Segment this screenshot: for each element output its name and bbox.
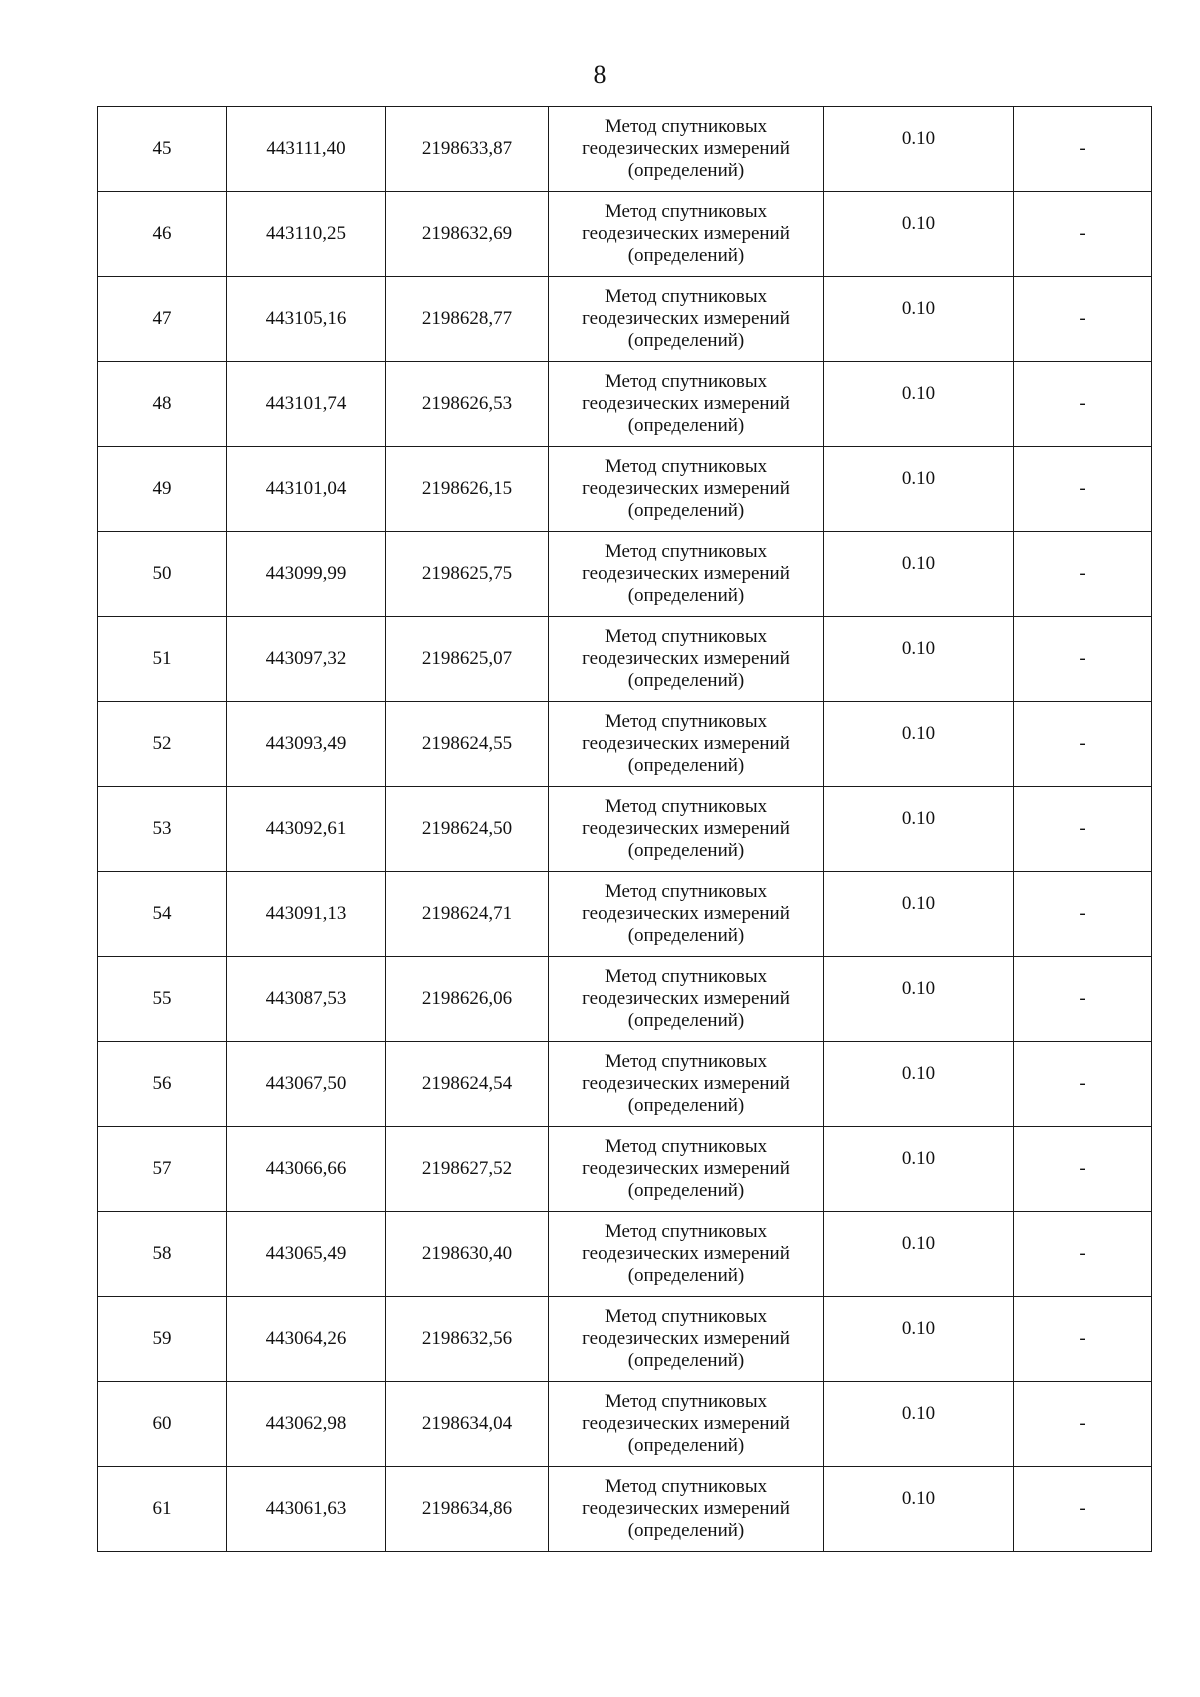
x-coordinate-text: 443067,50 <box>265 1073 347 1094</box>
x-coordinate-cell <box>227 362 386 447</box>
x-coordinate-text: 443061,63 <box>265 1498 347 1519</box>
accuracy-cell <box>824 957 1014 1042</box>
method-text: Метод спутниковых геодезических измерений (определений) <box>582 541 790 606</box>
y-coordinate-text: 2198626,53 <box>421 393 513 414</box>
table-row <box>98 617 1152 702</box>
point-number-cell <box>98 872 227 957</box>
y-coordinate-text: 2198626,15 <box>421 478 513 499</box>
y-coordinate-text: 2198624,55 <box>421 733 513 754</box>
point-number-text: 59 <box>152 1328 172 1349</box>
accuracy-text: 0.10 <box>901 893 936 914</box>
accuracy-cell <box>824 617 1014 702</box>
x-coordinate-cell <box>227 447 386 532</box>
point-number-cell <box>98 787 227 872</box>
table-row <box>98 447 1152 532</box>
point-number-cell <box>98 362 227 447</box>
description-text: - <box>1079 1243 1086 1264</box>
accuracy-text: 0.10 <box>901 383 936 404</box>
accuracy-text: 0.10 <box>901 1063 936 1084</box>
y-coordinate-text: 2198634,86 <box>421 1498 513 1519</box>
x-coordinate-text: 443110,25 <box>265 223 347 244</box>
accuracy-cell <box>824 277 1014 362</box>
method-text: Метод спутниковых геодезических измерений (определений) <box>582 881 790 946</box>
description-cell <box>1014 1127 1152 1212</box>
table-row <box>98 1467 1152 1552</box>
y-coordinate-cell <box>386 1212 549 1297</box>
y-coordinate-text: 2198632,56 <box>421 1328 513 1349</box>
accuracy-text: 0.10 <box>901 213 936 234</box>
description-cell <box>1014 1042 1152 1127</box>
table-row <box>98 1297 1152 1382</box>
table-row <box>98 702 1152 787</box>
x-coordinate-cell <box>227 1297 386 1382</box>
description-cell <box>1014 957 1152 1042</box>
method-text: Метод спутниковых геодезических измерений (определений) <box>582 1476 790 1541</box>
description-text: - <box>1079 988 1086 1009</box>
method-text: Метод спутниковых геодезических измерений (определений) <box>582 116 790 181</box>
point-number-cell <box>98 1467 227 1552</box>
method-cell <box>549 1382 824 1467</box>
method-text: Метод спутниковых геодезических измерений (определений) <box>582 1136 790 1201</box>
method-text: Метод спутниковых геодезических измерений (определений) <box>582 371 790 436</box>
point-number-cell <box>98 957 227 1042</box>
x-coordinate-text: 443092,61 <box>265 818 347 839</box>
description-text: - <box>1079 308 1086 329</box>
x-coordinate-text: 443091,13 <box>265 903 347 924</box>
point-number-text: 45 <box>152 138 172 159</box>
point-number-text: 55 <box>152 988 172 1009</box>
x-coordinate-cell <box>227 702 386 787</box>
point-number-text: 50 <box>152 563 172 584</box>
y-coordinate-cell <box>386 447 549 532</box>
accuracy-text: 0.10 <box>901 468 936 489</box>
page-number: 8 <box>593 60 607 89</box>
x-coordinate-text: 443101,74 <box>265 393 347 414</box>
description-cell <box>1014 702 1152 787</box>
point-number-text: 60 <box>152 1413 172 1434</box>
description-text: - <box>1079 1158 1086 1179</box>
point-number-cell <box>98 277 227 362</box>
x-coordinate-cell <box>227 1127 386 1212</box>
y-coordinate-text: 2198626,06 <box>421 988 513 1009</box>
table-row <box>98 872 1152 957</box>
description-text: - <box>1079 818 1086 839</box>
method-cell <box>549 1297 824 1382</box>
method-cell <box>549 532 824 617</box>
point-number-text: 52 <box>152 733 172 754</box>
accuracy-cell <box>824 1212 1014 1297</box>
y-coordinate-text: 2198628,77 <box>421 308 513 329</box>
x-coordinate-text: 443065,49 <box>265 1243 347 1264</box>
description-text: - <box>1079 733 1086 754</box>
method-text: Метод спутниковых геодезических измерений (определений) <box>582 1306 790 1371</box>
accuracy-text: 0.10 <box>901 978 936 999</box>
method-text: Метод спутниковых геодезических измерений (определений) <box>582 1051 790 1116</box>
method-text: Метод спутниковых геодезических измерений (определений) <box>582 796 790 861</box>
method-cell <box>549 617 824 702</box>
method-text: Метод спутниковых геодезических измерений (определений) <box>582 286 790 351</box>
method-cell <box>549 1467 824 1552</box>
point-number-cell <box>98 532 227 617</box>
point-number-cell <box>98 107 227 192</box>
description-cell <box>1014 1467 1152 1552</box>
method-cell <box>549 957 824 1042</box>
description-text: - <box>1079 138 1086 159</box>
x-coordinate-cell <box>227 532 386 617</box>
x-coordinate-text: 443097,32 <box>265 648 347 669</box>
x-coordinate-cell <box>227 617 386 702</box>
point-number-text: 61 <box>152 1498 172 1519</box>
method-text: Метод спутниковых геодезических измерений (определений) <box>582 626 790 691</box>
accuracy-cell <box>824 702 1014 787</box>
x-coordinate-text: 443111,40 <box>266 138 346 159</box>
description-cell <box>1014 1382 1152 1467</box>
x-coordinate-text: 443066,66 <box>265 1158 347 1179</box>
y-coordinate-text: 2198624,50 <box>421 818 513 839</box>
accuracy-cell <box>824 532 1014 617</box>
description-text: - <box>1079 648 1086 669</box>
y-coordinate-text: 2198627,52 <box>421 1158 513 1179</box>
description-cell <box>1014 447 1152 532</box>
method-cell <box>549 1127 824 1212</box>
method-text: Метод спутниковых геодезических измерений (определений) <box>582 201 790 266</box>
accuracy-cell <box>824 787 1014 872</box>
y-coordinate-cell <box>386 617 549 702</box>
y-coordinate-cell <box>386 1042 549 1127</box>
point-number-text: 54 <box>152 903 172 924</box>
y-coordinate-text: 2198633,87 <box>421 138 513 159</box>
y-coordinate-text: 2198624,71 <box>421 903 513 924</box>
y-coordinate-cell <box>386 107 549 192</box>
description-cell <box>1014 277 1152 362</box>
y-coordinate-cell <box>386 957 549 1042</box>
x-coordinate-cell <box>227 192 386 277</box>
description-cell <box>1014 107 1152 192</box>
description-text: - <box>1079 1328 1086 1349</box>
coordinates-table <box>97 106 1152 1552</box>
accuracy-text: 0.10 <box>901 1148 936 1169</box>
description-cell <box>1014 872 1152 957</box>
accuracy-text: 0.10 <box>901 298 936 319</box>
point-number-cell <box>98 702 227 787</box>
y-coordinate-text: 2198625,75 <box>421 563 513 584</box>
table-row <box>98 1212 1152 1297</box>
point-number-text: 46 <box>152 223 172 244</box>
x-coordinate-text: 443099,99 <box>265 563 347 584</box>
description-cell <box>1014 1212 1152 1297</box>
table-row <box>98 362 1152 447</box>
method-cell <box>549 872 824 957</box>
y-coordinate-cell <box>386 362 549 447</box>
point-number-text: 57 <box>152 1158 172 1179</box>
description-text: - <box>1079 1498 1086 1519</box>
point-number-cell <box>98 1127 227 1212</box>
accuracy-text: 0.10 <box>901 723 936 744</box>
table-row <box>98 277 1152 362</box>
x-coordinate-cell <box>227 1212 386 1297</box>
method-text: Метод спутниковых геодезических измерений (определений) <box>582 456 790 521</box>
x-coordinate-cell <box>227 1467 386 1552</box>
accuracy-cell <box>824 362 1014 447</box>
accuracy-cell <box>824 1382 1014 1467</box>
method-cell <box>549 787 824 872</box>
table-row <box>98 532 1152 617</box>
accuracy-text: 0.10 <box>901 1318 936 1339</box>
accuracy-cell <box>824 192 1014 277</box>
point-number-text: 48 <box>152 393 172 414</box>
x-coordinate-text: 443062,98 <box>265 1413 347 1434</box>
y-coordinate-text: 2198632,69 <box>421 223 513 244</box>
description-cell <box>1014 192 1152 277</box>
y-coordinate-cell <box>386 192 549 277</box>
point-number-text: 47 <box>152 308 172 329</box>
y-coordinate-cell <box>386 1382 549 1467</box>
accuracy-text: 0.10 <box>901 128 936 149</box>
y-coordinate-text: 2198624,54 <box>421 1073 513 1094</box>
table-row <box>98 1382 1152 1467</box>
x-coordinate-cell <box>227 957 386 1042</box>
accuracy-cell <box>824 1042 1014 1127</box>
x-coordinate-text: 443105,16 <box>265 308 347 329</box>
x-coordinate-cell <box>227 277 386 362</box>
x-coordinate-cell <box>227 107 386 192</box>
table-row <box>98 192 1152 277</box>
point-number-text: 51 <box>152 648 172 669</box>
description-text: - <box>1079 1413 1086 1434</box>
accuracy-text: 0.10 <box>901 638 936 659</box>
y-coordinate-text: 2198634,04 <box>421 1413 513 1434</box>
table-row <box>98 1042 1152 1127</box>
accuracy-cell <box>824 107 1014 192</box>
accuracy-text: 0.10 <box>901 1403 936 1424</box>
x-coordinate-cell <box>227 872 386 957</box>
point-number-cell <box>98 1297 227 1382</box>
accuracy-cell <box>824 447 1014 532</box>
method-cell <box>549 107 824 192</box>
description-text: - <box>1079 393 1086 414</box>
point-number-cell <box>98 447 227 532</box>
y-coordinate-cell <box>386 1127 549 1212</box>
x-coordinate-cell <box>227 1042 386 1127</box>
point-number-text: 56 <box>152 1073 172 1094</box>
method-cell <box>549 362 824 447</box>
accuracy-text: 0.10 <box>901 808 936 829</box>
method-cell <box>549 447 824 532</box>
method-cell <box>549 192 824 277</box>
point-number-cell <box>98 617 227 702</box>
method-text: Метод спутниковых геодезических измерений (определений) <box>582 1221 790 1286</box>
point-number-cell <box>98 1212 227 1297</box>
y-coordinate-text: 2198625,07 <box>421 648 513 669</box>
method-cell <box>549 277 824 362</box>
y-coordinate-text: 2198630,40 <box>421 1243 513 1264</box>
description-cell <box>1014 532 1152 617</box>
accuracy-text: 0.10 <box>901 1488 936 1509</box>
x-coordinate-text: 443093,49 <box>265 733 347 754</box>
description-cell <box>1014 1297 1152 1382</box>
x-coordinate-cell <box>227 787 386 872</box>
accuracy-text: 0.10 <box>901 1233 936 1254</box>
coordinates-table-body <box>98 107 1152 1552</box>
point-number-cell <box>98 192 227 277</box>
y-coordinate-cell <box>386 787 549 872</box>
accuracy-cell <box>824 1467 1014 1552</box>
y-coordinate-cell <box>386 1297 549 1382</box>
table-row <box>98 1127 1152 1212</box>
point-number-text: 58 <box>152 1243 172 1264</box>
accuracy-text: 0.10 <box>901 553 936 574</box>
accuracy-cell <box>824 1127 1014 1212</box>
point-number-text: 49 <box>152 478 172 499</box>
description-text: - <box>1079 903 1086 924</box>
y-coordinate-cell <box>386 702 549 787</box>
x-coordinate-text: 443101,04 <box>265 478 347 499</box>
method-cell <box>549 1212 824 1297</box>
method-cell <box>549 1042 824 1127</box>
point-number-text: 53 <box>152 818 172 839</box>
accuracy-cell <box>824 872 1014 957</box>
point-number-cell <box>98 1382 227 1467</box>
accuracy-cell <box>824 1297 1014 1382</box>
description-text: - <box>1079 563 1086 584</box>
table-row <box>98 787 1152 872</box>
point-number-cell <box>98 1042 227 1127</box>
x-coordinate-text: 443087,53 <box>265 988 347 1009</box>
method-text: Метод спутниковых геодезических измерений (определений) <box>582 1391 790 1456</box>
method-text: Метод спутниковых геодезических измерений (определений) <box>582 711 790 776</box>
description-cell <box>1014 787 1152 872</box>
y-coordinate-cell <box>386 277 549 362</box>
description-text: - <box>1079 223 1086 244</box>
method-text: Метод спутниковых геодезических измерений (определений) <box>582 966 790 1031</box>
x-coordinate-cell <box>227 1382 386 1467</box>
y-coordinate-cell <box>386 872 549 957</box>
description-cell <box>1014 617 1152 702</box>
x-coordinate-text: 443064,26 <box>265 1328 347 1349</box>
table-row <box>98 107 1152 192</box>
y-coordinate-cell <box>386 532 549 617</box>
description-cell <box>1014 362 1152 447</box>
method-cell <box>549 702 824 787</box>
table-row <box>98 957 1152 1042</box>
description-text: - <box>1079 478 1086 499</box>
description-text: - <box>1079 1073 1086 1094</box>
y-coordinate-cell <box>386 1467 549 1552</box>
